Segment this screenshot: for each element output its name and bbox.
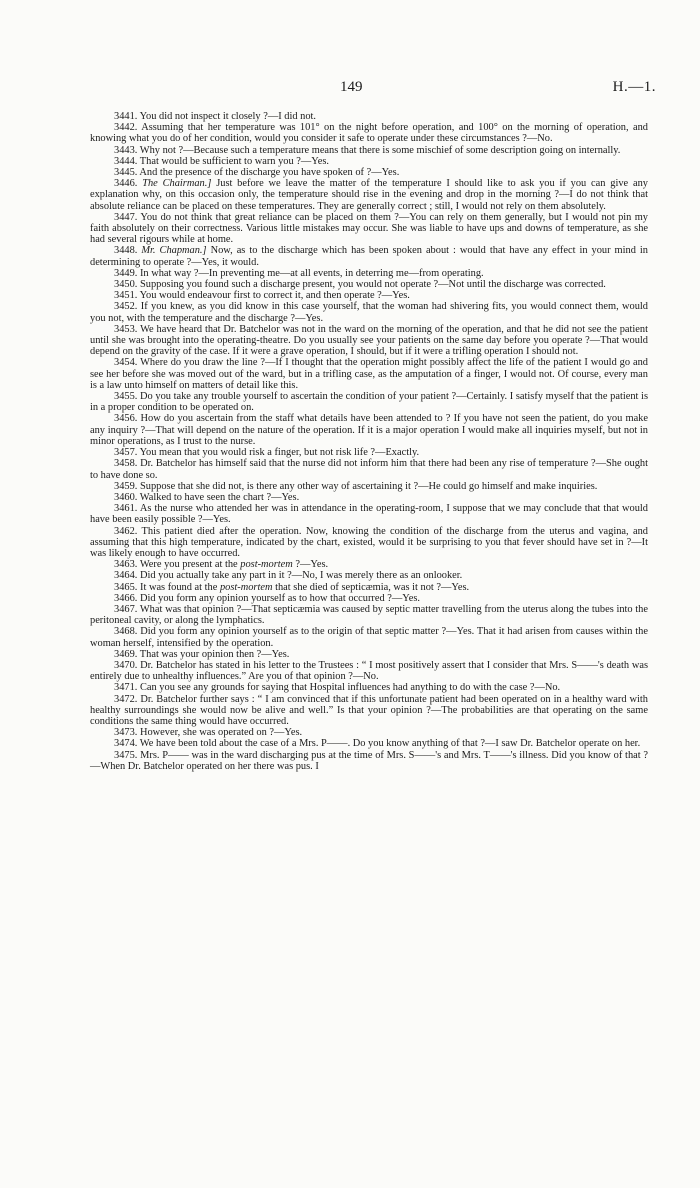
paragraph-text: ?—Yes. [295,559,329,571]
paragraph-text: 3461. As the nurse who attended her was in attendance in the operating-room, I suppose that we may conclude that that would have been easily possible ?—Yes. [90,503,648,526]
paragraph-text: 3466. Did you form any opinion yourself as to how that occurred ?—Yes. [114,592,420,604]
section-code: H.—1. [612,79,656,95]
testimony-paragraph [90,279,648,290]
testimony-paragraph [90,604,648,626]
paragraph-text: 3462. This patient died after the operation. Now, knowing the condition of the discharge from the uterus and vagina, and assuming that this high temperature, indicated by the chart, existed, would it be surprising to you that fever should have set in ?—It was likely enough to have occurred. [90,525,648,559]
question-number: 3463. [114,559,138,571]
testimony-paragraph [90,526,648,560]
testimony-paragraph [90,290,648,301]
testimony-paragraph [90,145,648,156]
paragraph-text: 3455. Do you take any trouble yourself to ascertain the condition of your patient ?—Certainly. I satisfy myself that the patient is in a proper condition to be operated on. [90,391,648,414]
testimony-body [90,111,648,772]
paragraph-text: 3441. You did not inspect it closely ?—I did not. [114,111,317,122]
testimony-paragraph [90,167,648,178]
testimony-paragraph [90,582,648,593]
paragraph-text: 3458. Dr. Batchelor has himself said that the nurse did not inform him that there had been any rise of temperature ?—She ought to have done so. [90,458,648,481]
paragraph-text: 3453. We have heard that Dr. Batchelor was not in the ward on the morning of the operation, and that he did not see the patient until she was brought into the operating-theatre. Do you usually see your patients on the same day before you operate ?—That would depend on the gravity of the case. If it were a grave operation, I should, but if it were a trifling operation I should not. [90,323,648,358]
testimony-paragraph [90,357,648,391]
testimony-paragraph [90,122,648,144]
testimony-paragraph [90,301,648,323]
testimony-paragraph [90,447,648,458]
testimony-paragraph [90,481,648,492]
paragraph-text: 3457. You mean that you would risk a finger, but not risk life ?—Exactly. [114,447,420,459]
paragraph-text: 3470. Dr. Batchelor has stated in his letter to the Trustees : “ I most positively assert that I consider that Mrs. S——'s death was entirely due to unhealthy influences.” Are you of that opinion ?—No. [90,659,648,683]
paragraph-text: 3454. Where do you draw the line ?—If I thought that the operation might possibly affect the life of the patient I would go and see her before she was moved out of the ward, but in a trifling case, as the amputation of a finger, I would not. Of course, every man is a law unto himself on matters of detail like this. [90,357,648,391]
testimony-paragraph [90,324,648,358]
paragraph-text: 3444. That would be sufficient to warn you ?—Yes. [114,155,330,167]
italic-term: post-mortem [240,559,293,571]
testimony-paragraph [90,694,648,728]
testimony-paragraph [90,593,648,604]
testimony-paragraph [90,458,648,480]
paragraph-text: 3472. Dr. Batchelor further says : “ I am convinced that if this unfortunate patient had been operated on in a healthy ward with healthy surroundings she would now be alive and well.” Is that your opinion ?—The probabilities are that operating on the same conditions the same thing would have occurred. [90,693,648,727]
paragraph-text: 3471. Can you see any grounds for saying that Hospital influences had anything to do with the case ?—No. [114,682,561,694]
paragraph-text: that she died of septicæmia, was it not ?—Yes. [275,581,470,593]
testimony-paragraph [90,559,648,570]
paragraph-text: 3468. Did you form any opinion yourself as to the origin of that septic matter ?—Yes. That it had arisen from causes within the woman herself, intensified by the operation. [90,626,648,649]
paragraph-text: 3459. Suppose that she did not, is there any other way of ascertaining it ?—He could go himself and make inquiries. [114,480,598,492]
question-number: 3465. [114,581,138,593]
paragraph-text: 3473. However, she was operated on ?—Yes. [114,727,303,739]
testimony-paragraph [90,492,648,503]
testimony-paragraph [90,570,648,581]
speaker-label: Mr. Chapman.] [141,245,207,257]
paragraph-text: 3447. You do not think that great reliance can be placed on them ?—You can rely on them generally, but I would not pin my faith absolutely on their correctness. Various little mistakes may occur. She was liable to have ups and downs of temperature, as she had several rigours while at home. [90,211,648,246]
paragraph-text: Now, as to the discharge which has been spoken about : would that have any effect in your mind in determining to operate ?—Yes, it would. [90,245,648,268]
question-number: 3448. [114,245,138,257]
testimony-paragraph [90,245,648,267]
testimony-paragraph [90,111,648,122]
paragraph-text: 3475. Mrs. P—— was in the ward discharging pus at the time of Mrs. S——'s and Mrs. T——'s illness. Did you know of that ?—When Dr. Batchelor operated on her there was pus. I [90,749,648,772]
testimony-paragraph [90,503,648,525]
paragraph-text: 3451. You would endeavour first to correct it, and then operate ?—Yes. [114,290,410,302]
page-number: 149 [340,79,363,95]
testimony-paragraph [90,626,648,648]
testimony-paragraph [90,212,648,246]
testimony-paragraph [90,727,648,738]
paragraph-text: 3449. In what way ?—In preventing me—at all events, in deterring me—from operating. [114,267,484,279]
paragraph-text: 3442. Assuming that her temperature was 101° on the night before operation, and 100° on the morning of operation, and knowing what you do of her condition, would you consider it safe to operate under these circumstances ?—No. [90,122,648,145]
paragraph-text: Were you present at the [139,559,238,571]
testimony-paragraph [90,660,648,682]
paragraph-text: 3469. That was your opinion then ?—Yes. [114,648,290,660]
paragraph-text: 3452. If you knew, as you did know in this case yourself, that the woman had shivering fits, you would connect them, would you not, with the temperature and the discharge ?—Yes. [90,301,648,324]
testimony-paragraph [90,156,648,167]
paragraph-text: It was found at the [140,581,218,593]
testimony-paragraph [90,178,648,212]
testimony-paragraph [90,413,648,447]
paragraph-text: 3460. Walked to have seen the chart ?—Yes. [114,491,300,503]
paragraph-text: Just before we leave the matter of the temperature I should like to ask you if you can give any explanation why, on this occasion only, the temperature should rise in the evening and drop in the morning ?—I do not think that absolute reliance can be placed on these temperatures. They are generally correct ; still, I would not rely on them absolutely. [90,178,648,212]
page-header [0,79,700,99]
paragraph-text: 3474. We have been told about the case of a Mrs. P——. Do you know anything of that ?—I saw Dr. Batchelor operate on her. [114,738,641,750]
testimony-paragraph [90,391,648,413]
testimony-paragraph [90,682,648,693]
paragraph-text: 3450. Supposing you found such a discharge present, you would not operate ?—Not until the discharge was corrected. [114,279,606,291]
testimony-paragraph [90,268,648,279]
testimony-paragraph [90,750,648,772]
paragraph-text: 3456. How do you ascertain from the staff what details have been attended to ? If you have not seen the patient, do you make any inquiry ?—That will depend on the nature of the operation. If it is a major operation I would make all inquiries myself, but not in minor operations, as I trust to the nurse. [90,413,648,447]
question-number: 3446. [114,178,138,190]
paragraph-text: 3464. Did you actually take any part in it ?—No, I was merely there as an onlooker. [114,570,463,582]
paragraph-text: 3467. What was that opinion ?—That septicæmia was caused by septic matter travelling from the uterus along the tubes into the peritoneal cavity, or along the lymphatics. [90,603,648,627]
italic-term: post-mortem [219,581,273,593]
paragraph-text: 3445. And the presence of the discharge you have spoken of ?—Yes. [114,167,400,179]
speaker-label: The Chairman.] [142,178,212,190]
testimony-paragraph [90,738,648,749]
testimony-paragraph [90,649,648,660]
paragraph-text: 3443. Why not ?—Because such a temperature means that there is some mischief of some description going on internally. [114,144,621,156]
